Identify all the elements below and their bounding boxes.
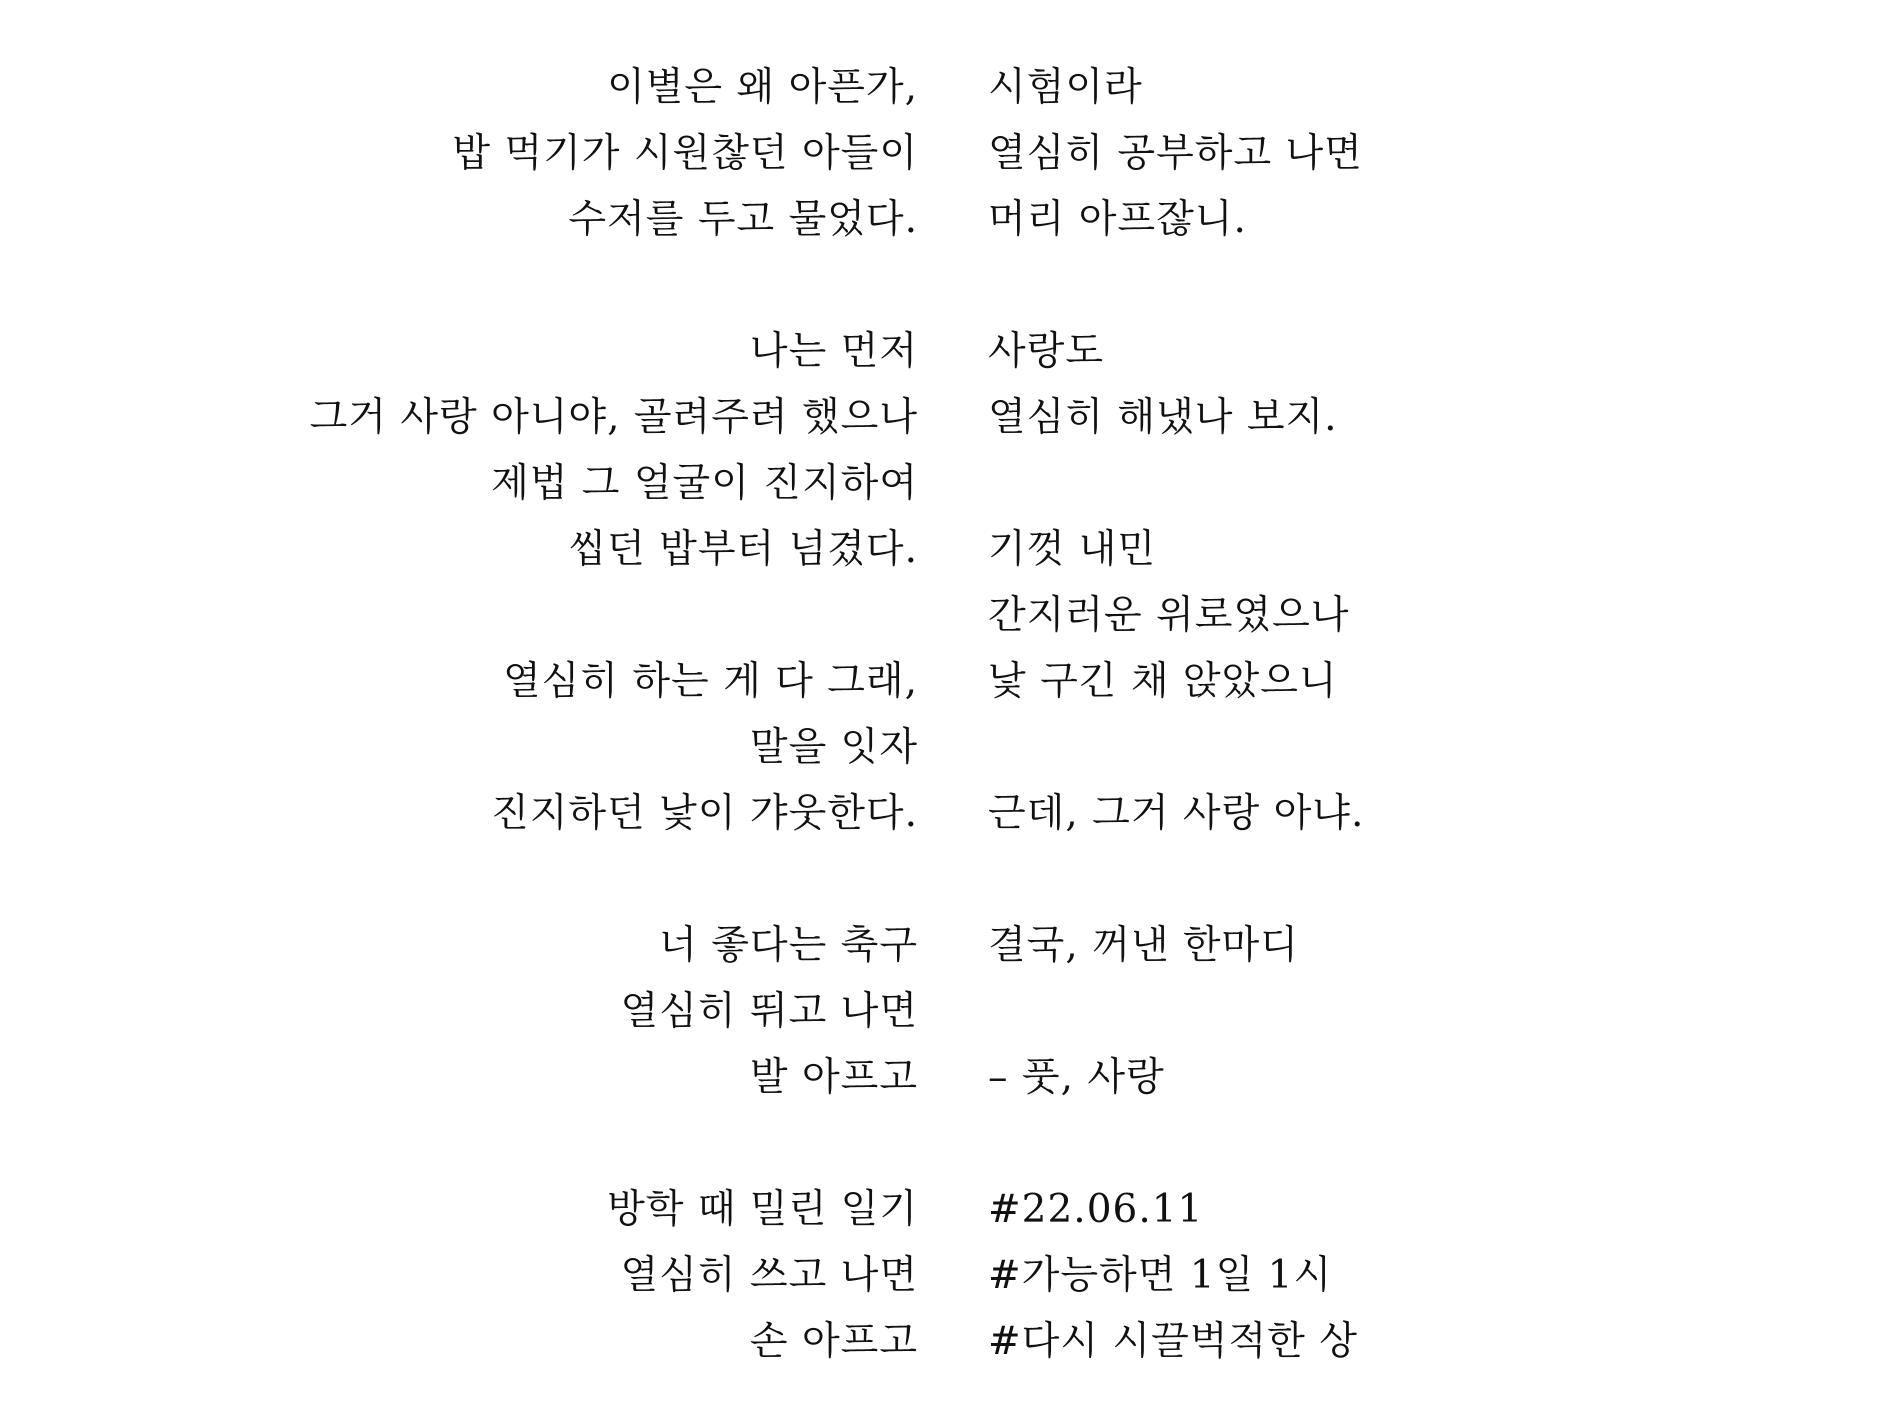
right-column-text: 사랑도 bbox=[988, 329, 1105, 374]
right-column-text: 기껏 내민 bbox=[988, 527, 1157, 572]
right-column-text: 결국, 꺼낸 한마디 bbox=[988, 923, 1299, 968]
poem-line bbox=[0, 1309, 1890, 1375]
stanza-break bbox=[0, 253, 1890, 319]
right-column-text: 근데, 그거 사랑 아냐. bbox=[988, 791, 1365, 836]
poem-line bbox=[0, 385, 1890, 451]
poem-line bbox=[0, 319, 1890, 385]
poem-line bbox=[0, 913, 1890, 979]
right-column-text: #가능하면 1일 1시 bbox=[988, 1253, 1333, 1298]
poem-line bbox=[0, 451, 1890, 517]
poem-line bbox=[0, 55, 1890, 121]
left-column-text: 이별은 왜 아픈가, bbox=[607, 65, 918, 110]
poem-line bbox=[0, 187, 1890, 253]
left-column-text: 방학 때 밀린 일기 bbox=[607, 1187, 918, 1232]
right-column-text: – 풋, 사랑 bbox=[988, 1055, 1165, 1100]
poem-line bbox=[0, 121, 1890, 187]
poem-line bbox=[0, 649, 1890, 715]
stanza-break bbox=[0, 1111, 1890, 1177]
poem bbox=[0, 55, 1890, 1375]
left-column-text: 손 아프고 bbox=[749, 1319, 918, 1364]
left-column-text: 열심히 하는 게 다 그래, bbox=[502, 659, 918, 704]
left-column-text: 밥 먹기가 시원찮던 아들이 bbox=[452, 131, 918, 176]
poem-line bbox=[0, 517, 1890, 583]
left-column-text: 말을 잇자 bbox=[749, 725, 918, 770]
right-column-text: 낯 구긴 채 앉았으니 bbox=[988, 659, 1338, 704]
right-column-text: 시험이라 bbox=[988, 65, 1143, 110]
right-column-text: 머리 아프잖니. bbox=[988, 197, 1247, 242]
right-column-text: #22.06.11 bbox=[988, 1187, 1204, 1232]
left-column-text: 열심히 뛰고 나면 bbox=[620, 989, 918, 1034]
left-column-text: 너 좋다는 축구 bbox=[659, 923, 918, 968]
poem-line bbox=[0, 979, 1890, 1045]
poem-line bbox=[0, 1243, 1890, 1309]
left-column-text: 나는 먼저 bbox=[749, 329, 918, 374]
stanza-break bbox=[0, 847, 1890, 913]
poem-line bbox=[0, 1045, 1890, 1111]
left-column-text: 진지하던 낯이 갸웃한다. bbox=[491, 791, 918, 836]
poem-line bbox=[0, 583, 1890, 649]
left-column-text: 수저를 두고 물었다. bbox=[568, 197, 918, 242]
poem-line bbox=[0, 1177, 1890, 1243]
left-column-text: 발 아프고 bbox=[749, 1055, 918, 1100]
left-column-text: 제법 그 얼굴이 진지하여 bbox=[491, 461, 918, 506]
right-column-text: 간지러운 위로였으나 bbox=[988, 593, 1350, 638]
poem-line bbox=[0, 781, 1890, 847]
right-column-text: 열심히 해냈나 보지. bbox=[988, 395, 1338, 440]
poem-line bbox=[0, 715, 1890, 781]
right-column-text: 열심히 공부하고 나면 bbox=[988, 131, 1363, 176]
left-column-text: 그거 사랑 아니야, 골려주려 했으나 bbox=[309, 395, 918, 440]
right-column-text: #다시 시끌벅적한 상 bbox=[988, 1319, 1358, 1364]
left-column-text: 열심히 쓰고 나면 bbox=[620, 1253, 918, 1298]
left-column-text: 씹던 밥부터 넘겼다. bbox=[568, 527, 918, 572]
